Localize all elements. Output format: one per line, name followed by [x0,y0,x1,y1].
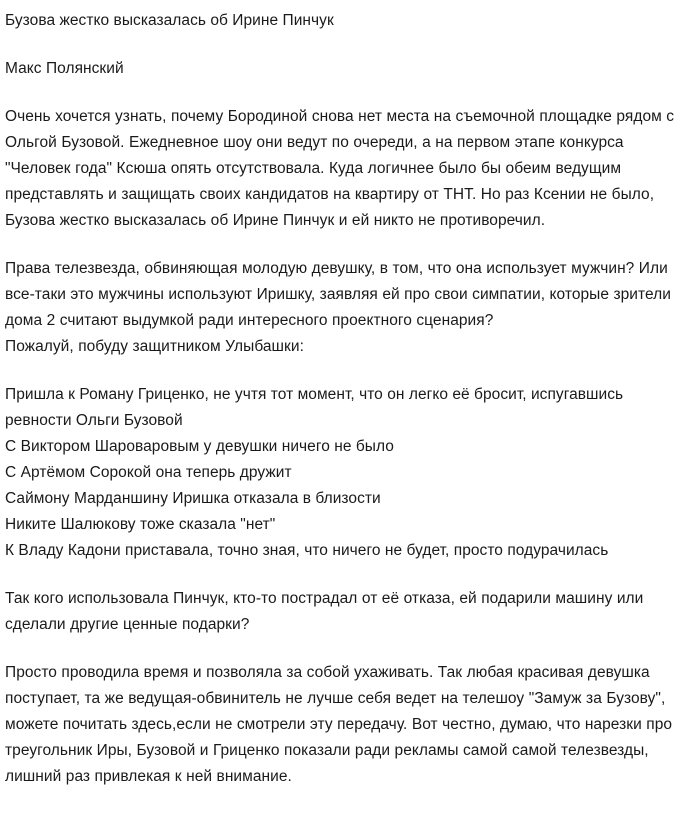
paragraph-gap [5,564,693,586]
list-item: Саймону Марданшину Иришка отказала в близости [5,490,381,507]
page-title: Бузова жестко высказалась об Ирине Пинчук [5,12,334,29]
paragraph-gap [5,638,693,660]
paragraph-gap [5,360,693,382]
article-paragraph-4: Так кого использовала Пинчук, кто-то пострадал от её отказа, ей подарили машину или сделали другие ценные подарки? [5,590,644,633]
list-item: С Виктором Шароваровым у девушки ничего не было [5,438,394,455]
list-item: Никите Шалюкову тоже сказала "нет" [5,516,276,533]
article-paragraph-5: Просто проводила время и позволяла за собой ухаживать. Так любая красивая девушка поступает, та же ведущая-обвинитель не лучше себя ведет на телешоу "Замуж за Бузову", можете почитать здесь,если не смотрели эту передачу. Вот честно, думаю, что нарезки про треугольник Иры, Бузовой и Гриценко показали ради рекламы самой самой телезвезды, лишний раз привлекая к ней внимание. [5,664,673,785]
list-item: Пришла к Роману Гриценко, не учтя тот момент, что он легко её бросит, испугавшись ревности Ольги Бузовой [5,386,624,429]
article-paragraph-1: Очень хочется узнать, почему Бородиной снова нет места на съемочной площадке рядом с Ольгой Бузовой. Ежедневное шоу они ведут по очереди, а на первом этапе конкурса "Человек года" Ксюша опять отсутствовала. Куда логичнее было бы обеим ведущим представлять и защищать своих кандидатов на квартиру от ТНТ. Но раз Ксении не было, Бузова жестко высказалась об Ирине Пинчук и ей никто не противоречил. [5,108,675,229]
claims-list [5,382,693,564]
article-paragraph-2: Права телезвезда, обвиняющая молодую девушку, в том, что она использует мужчин? Или все-таки это мужчины используют Иришку, заявляя ей про свои симпатии, которые зрители дома 2 считают выдумкой ради интересного проектного сценария? [5,260,671,329]
title-spacer [5,34,693,56]
paragraph-gap [5,234,693,256]
list-item: С Артёмом Сорокой она теперь дружит [5,464,292,481]
byline-spacer [5,82,693,104]
article-paragraph-3: Пожалуй, побуду защитником Улыбашки: [5,338,304,355]
author-byline: Макс Полянский [5,60,124,77]
list-item: К Владу Кадони приставала, точно зная, что ничего не будет, просто подурачилась [5,542,609,559]
